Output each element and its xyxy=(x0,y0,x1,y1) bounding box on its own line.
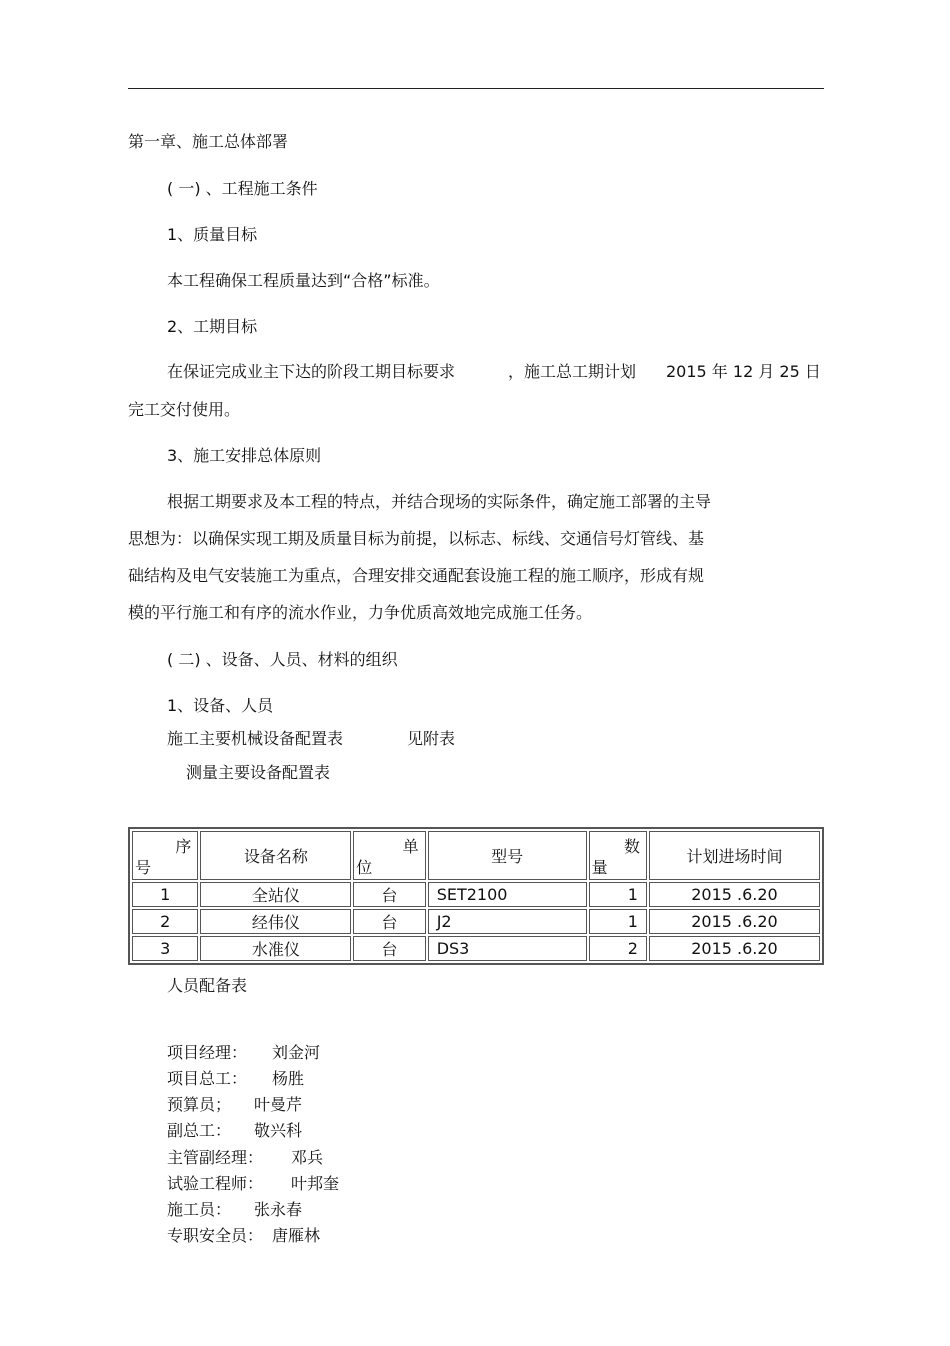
item3-line-3: 础结构及电气安装施工为重点，合理安排交通配套设施工程的施工顺序，形成有规 xyxy=(128,566,705,585)
cell-unit: 台 xyxy=(353,909,425,934)
cell-model: SET2100 xyxy=(428,882,587,907)
item2-text-d: 完工交付使用。 xyxy=(128,400,241,419)
header-time: 计划进场时间 xyxy=(649,831,820,880)
staff-name: 刘金河 xyxy=(272,1043,321,1062)
item1-text: 本工程确保工程质量达到“合格”标准。 xyxy=(167,271,440,290)
cell-time: 2015 .6.20 xyxy=(649,882,820,907)
chapter-title: 第一章、施工总体部署 xyxy=(128,132,289,151)
cell-qty: 2 xyxy=(589,936,647,961)
table-row xyxy=(132,936,820,961)
item2-text-b: ，施工总工期计划 xyxy=(508,362,637,381)
staff-role: 项目总工： xyxy=(167,1069,248,1088)
item3-line-1: 根据工期要求及本工程的特点，并结合现场的实际条件，确定施工部署的主导 xyxy=(167,492,712,511)
cell-time: 2015 .6.20 xyxy=(649,909,820,934)
sub1-title: 1、设备、人员 xyxy=(167,696,274,715)
staff-role: 专职安全员： xyxy=(167,1226,264,1245)
staff-role: 项目经理： xyxy=(167,1043,248,1062)
cell-unit: 台 xyxy=(353,882,425,907)
item1-title: 1、质量目标 xyxy=(167,225,258,244)
item3-line-4: 模的平行施工和有序的流水作业，力争优质高效地完成施工任务。 xyxy=(128,603,593,622)
cell-seq: 2 xyxy=(132,909,198,934)
section2-title: ( 二) 、设备、人员、材料的组织 xyxy=(167,650,398,669)
staff-name: 邓兵 xyxy=(291,1148,324,1167)
survey-equipment-table xyxy=(128,827,824,965)
staff-name: 叶邦奎 xyxy=(291,1174,340,1193)
survey-table-title: 测量主要设备配置表 xyxy=(186,763,331,782)
section1-title: ( 一) 、工程施工条件 xyxy=(167,179,318,198)
cell-model: J2 xyxy=(428,909,587,934)
header-seq: 序 号 xyxy=(132,831,198,880)
staff-name: 唐雁林 xyxy=(272,1226,321,1245)
table-row xyxy=(132,882,820,907)
staff-name: 张永春 xyxy=(254,1200,303,1219)
cell-time: 2015 .6.20 xyxy=(649,936,820,961)
staff-name: 叶曼芹 xyxy=(254,1095,303,1114)
staff-role: 主管副经理： xyxy=(167,1148,264,1167)
table-row xyxy=(132,909,820,934)
item2-title: 2、工期目标 xyxy=(167,317,258,336)
cell-name: 全站仪 xyxy=(200,882,351,907)
machine-table-ref: 见附表 xyxy=(407,729,456,748)
staff-role: 预算员； xyxy=(167,1095,232,1114)
staff-name: 敬兴科 xyxy=(254,1121,303,1140)
item3-line-2: 思想为：以确保实现工期及质量目标为前提，以标志、标线、交通信号灯管线、基 xyxy=(128,529,705,548)
cell-seq: 1 xyxy=(132,882,198,907)
header-qty: 数 量 xyxy=(589,831,647,880)
header-name: 设备名称 xyxy=(200,831,351,880)
cell-name: 经伟仪 xyxy=(200,909,351,934)
cell-unit: 台 xyxy=(353,936,425,961)
machine-table-label: 施工主要机械设备配置表 xyxy=(167,729,344,748)
staff-title: 人员配备表 xyxy=(167,976,248,995)
header-unit: 单 位 xyxy=(353,831,425,880)
item3-title: 3、施工安排总体原则 xyxy=(167,446,322,465)
cell-name: 水准仪 xyxy=(200,936,351,961)
header-model: 型号 xyxy=(428,831,587,880)
cell-qty: 1 xyxy=(589,882,647,907)
table-header-row xyxy=(132,831,820,880)
staff-role: 试验工程师： xyxy=(167,1174,264,1193)
staff-role: 副总工： xyxy=(167,1121,232,1140)
cell-model: DS3 xyxy=(428,936,587,961)
staff-name: 杨胜 xyxy=(272,1069,305,1088)
cell-qty: 1 xyxy=(589,909,647,934)
item2-text-a: 在保证完成业主下达的阶段工期目标要求 xyxy=(167,362,456,381)
staff-role: 施工员： xyxy=(167,1200,232,1219)
header-rule xyxy=(128,88,824,89)
cell-seq: 3 xyxy=(132,936,198,961)
item2-text-c: 2015 年 12 月 25 日 xyxy=(666,362,821,381)
